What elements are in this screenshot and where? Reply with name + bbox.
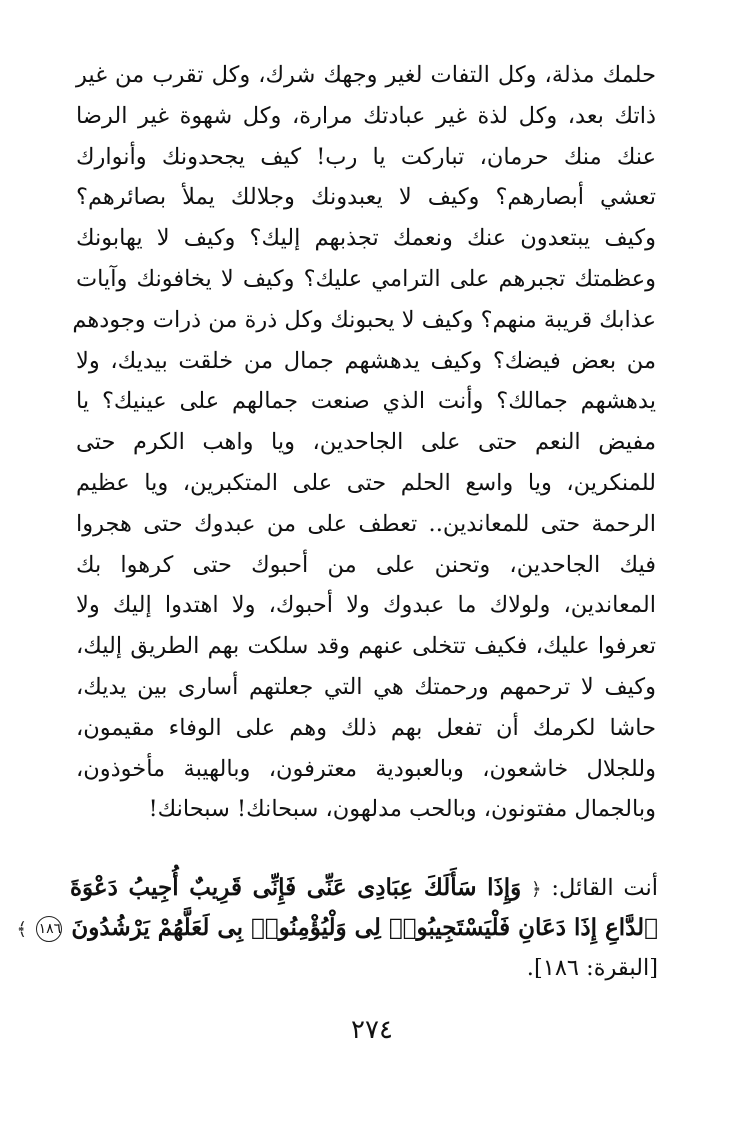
ayah-number-marker: ١٨٦: [36, 916, 62, 942]
text-line: المعاندين، ولولاك ما عبدوك ولا أحبوك، ولا اهتدوا إليك ولا: [76, 592, 656, 619]
text-line: عذابك قريبة منهم؟ وكيف لا يحبونك وكل ذرة من ذرات وجودهم: [72, 306, 656, 333]
text-line: مفيض النعم حتى على الجاحدين، ويا واهب الكرم حتى: [76, 429, 656, 456]
ayah-text-1: وَإِذَا سَأَلَكَ عِبَادِى عَنِّى فَإِنِّى قَرِيبٌ أُجِيبُ دَعْوَةَ: [70, 874, 522, 901]
text-line: وكيف يبتعدون عنك ونعمك تجذبهم إليك؟ وكيف لا يهابونك: [76, 225, 656, 252]
text-line: تعشي أبصارهم؟ وكيف لا يعبدونك وجلالك يملأ بصائرهم؟: [76, 184, 656, 211]
text-line: وكيف لا ترحمهم ورحمتك هي التي جعلتهم أسارى بين يديك،: [76, 673, 656, 700]
text-line: الرحمة حتى للمعاندين.. تعطف على من عبدوك حتى هجروا: [76, 510, 656, 537]
text-line: تعرفوا عليك، فكيف تتخلى عنهم وقد سلكت بهم الطريق إليك،: [76, 633, 656, 660]
body-text: [72, 55, 657, 830]
text-line: يدهشهم جمالك؟ وأنت الذي صنعت جمالهم على عينيك؟ يا: [76, 388, 656, 415]
quote-line-1: [70, 868, 658, 908]
text-line: حاشا لكرمك أن تفعل بهم ذلك وهم على الوفاء مقيمون،: [76, 714, 657, 741]
page-number: ٢٧٤: [351, 1015, 393, 1045]
quote-reference: [البقرة: ١٨٦].: [526, 955, 658, 981]
quote-line-2: [16, 908, 658, 948]
text-line: وبالجمال مفتونون، وبالحب مدلهون، سبحانك! سبحانك!: [148, 796, 656, 823]
text-line: عنك منك حرمان، تباركت يا رب! كيف يجحدونك وأنوارك: [76, 143, 656, 170]
text-line: حلمك مذلة، وكل التفات لغير وجهك شرك، وكل تقرب من غير: [76, 62, 656, 88]
close-ornate-bracket: ﴾: [16, 919, 28, 940]
ayah-text-2: ٱلدَّاعِ إِذَا دَعَانِ فَلْيَسْتَجِيبُوا۟ لِى وَلْيُؤْمِنُوا۟ بِى لَعَلَّهُمْ يَرْشُدُونَ: [71, 914, 658, 941]
text-line: وعظمتك تجبرهم على الترامي عليك؟ وكيف لا يخافونك وآيات: [76, 265, 656, 292]
text-line: من بعض فيضك؟ وكيف يدهشهم جمال من خلقت بيديك، ولا: [76, 347, 656, 374]
text-line: فيك الجاحدين، وتحنن على من أحبوك حتى كرهوا بك: [76, 551, 656, 578]
text-line: ذاتك بعد، وكل لذة غير عبادتك مرارة، وكل شهوة غير الرضا: [76, 102, 656, 129]
open-ornate-bracket: ﴿: [531, 879, 542, 900]
text-line: وللجلال خاشعون، وبالعبودية معترفون، وبالهيبة مأخوذون،: [76, 755, 656, 782]
quran-quote: [16, 868, 658, 988]
text-line: للمنكرين، ويا واسع الحلم حتى على المتكبرين، ويا عظيم: [76, 469, 656, 496]
quote-intro: أنت القائل:: [551, 875, 658, 901]
